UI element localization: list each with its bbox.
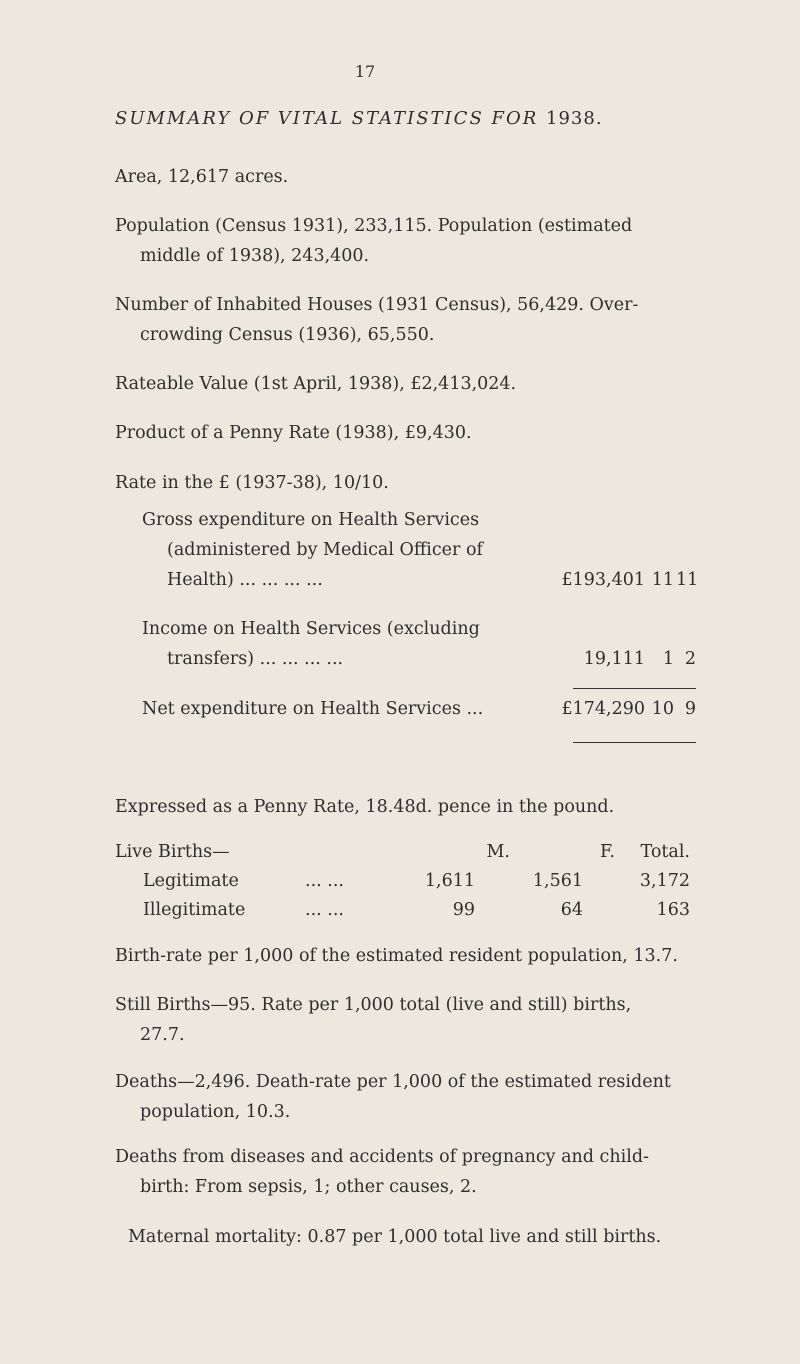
gross-pounds: £193,401 [561,570,645,590]
maternal-deaths-paragraph: Deaths from diseases and accidents of pregnancy and child- birth: From sepsis, 1; other causes, 2. [115,1147,649,1197]
cell-total: 163 [656,900,690,920]
income-shillings: 1 [662,649,674,669]
houses-line-1: Number of Inhabited Houses (1931 Census), 56,429. Over- [115,295,639,315]
cell-f: 64 [560,900,583,920]
col-header-f: F. [600,842,615,862]
income-pounds: 19,111 [583,649,645,669]
gross-expenditure-label: Gross expenditure on Health Services (administered by Medical Officer of Health) ... ... ... ... [142,510,483,590]
row-dots: ... ... [305,900,344,920]
penny-rate-line: Product of a Penny Rate (1938), £9,430. [115,423,472,443]
row-label: Legitimate [143,871,239,891]
income-label: Income on Health Services (excluding transfers) ... ... ... ... [142,619,480,669]
net-shillings: 10 [651,699,674,719]
col-header-m: M. [486,842,510,862]
row-label: Illegitimate [143,900,246,920]
houses-line-2: crowding Census (1936), 65,550. [140,325,435,345]
cell-m: 1,611 [424,871,475,891]
page-title [115,108,603,129]
rate-in-pound-line: Rate in the £ (1937-38), 10/10. [115,473,389,493]
gross-pence: 11 [676,570,699,590]
title-year: 1938. [546,108,603,129]
gross-shillings: 11 [651,570,674,590]
cell-total: 3,172 [639,871,690,891]
page-number: 17 [354,62,376,81]
income-pence: 2 [684,649,696,669]
population-line-2: middle of 1938), 243,400. [140,246,370,266]
population-paragraph [115,211,715,271]
cell-f: 1,561 [532,871,583,891]
expressed-line: Expressed as a Penny Rate, 18.48d. pence in the pound. [115,797,615,817]
net-expenditure-label: Net expenditure on Health Services ... [142,699,484,719]
live-births-heading: Live Births— [115,842,230,862]
col-header-total: Total. [640,842,690,862]
deaths-paragraph: Deaths—2,496. Death-rate per 1,000 of the estimated resident population, 10.3. [115,1072,671,1122]
cell-m: 99 [452,900,475,920]
population-line-1: Population (Census 1931), 233,115. Population (estimated [115,216,633,236]
rateable-value-line: Rateable Value (1st April, 1938), £2,413,024. [115,374,517,394]
net-pounds: £174,290 [561,699,645,719]
birth-rate-line: Birth-rate per 1,000 of the estimated resident population, 13.7. [115,946,678,966]
area-line: Area, 12,617 acres. [115,167,289,187]
still-births-paragraph: Still Births—95. Rate per 1,000 total (live and still) births, 27.7. [115,995,632,1045]
title-text: SUMMARY OF VITAL STATISTICS FOR [115,108,539,129]
maternal-mortality-line: Maternal mortality: 0.87 per 1,000 total live and still births. [128,1227,662,1247]
houses-paragraph [115,290,715,350]
total-rule [573,742,696,743]
net-pence: 9 [684,699,696,719]
subtotal-rule [573,688,696,689]
row-dots: ... ... [305,871,344,891]
